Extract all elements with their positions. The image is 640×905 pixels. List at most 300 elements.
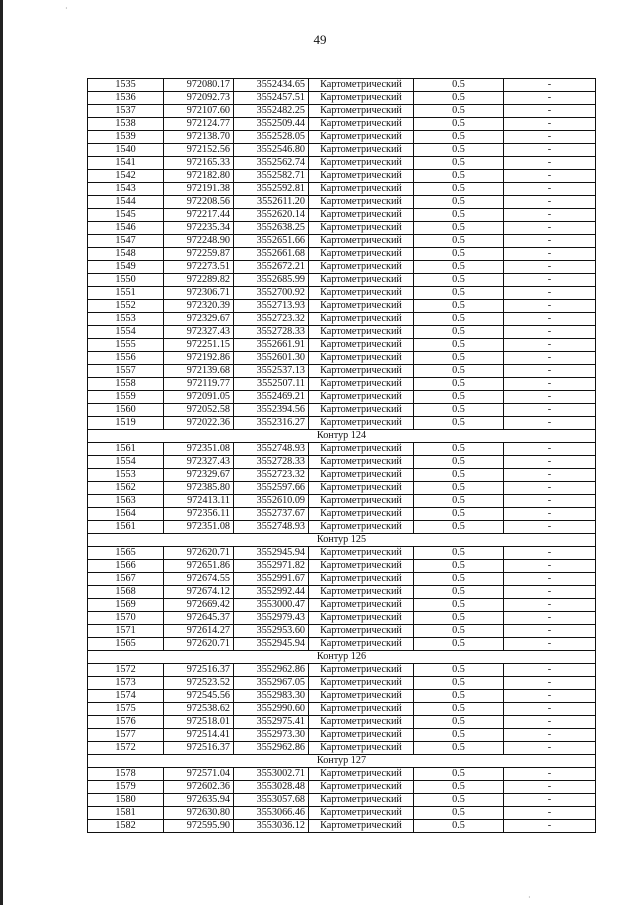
- accuracy-cell: 0.5: [414, 456, 504, 469]
- description-cell: -: [504, 404, 596, 417]
- table-row: [88, 820, 596, 833]
- description-cell: -: [504, 378, 596, 391]
- x-coordinate-cell: 972351.08: [164, 521, 234, 534]
- description-cell: -: [504, 131, 596, 144]
- description-cell: -: [504, 170, 596, 183]
- x-coordinate-cell: 972674.12: [164, 586, 234, 599]
- accuracy-cell: 0.5: [414, 742, 504, 755]
- y-coordinate-cell: 3552979.43: [234, 612, 309, 625]
- table-row: [88, 222, 596, 235]
- y-coordinate-cell: 3552661.91: [234, 339, 309, 352]
- point-number-cell: 1577: [88, 729, 164, 742]
- x-coordinate-cell: 972630.80: [164, 807, 234, 820]
- method-cell: Картометрический: [309, 677, 414, 690]
- method-cell: Картометрический: [309, 118, 414, 131]
- method-cell: Картометрический: [309, 391, 414, 404]
- y-coordinate-cell: 3552546.80: [234, 144, 309, 157]
- point-number-cell: 1543: [88, 183, 164, 196]
- method-cell: Картометрический: [309, 456, 414, 469]
- y-coordinate-cell: 3552509.44: [234, 118, 309, 131]
- x-coordinate-cell: 972635.94: [164, 794, 234, 807]
- description-cell: -: [504, 716, 596, 729]
- description-cell: -: [504, 508, 596, 521]
- description-cell: -: [504, 482, 596, 495]
- point-number-cell: 1581: [88, 807, 164, 820]
- method-cell: Картометрический: [309, 235, 414, 248]
- description-cell: -: [504, 209, 596, 222]
- x-coordinate-cell: 972092.73: [164, 92, 234, 105]
- table-row: [88, 131, 596, 144]
- table-row: [88, 144, 596, 157]
- point-number-cell: 1549: [88, 261, 164, 274]
- accuracy-cell: 0.5: [414, 820, 504, 833]
- x-coordinate-cell: 972192.86: [164, 352, 234, 365]
- description-cell: -: [504, 274, 596, 287]
- x-coordinate-cell: 972516.37: [164, 742, 234, 755]
- description-cell: -: [504, 339, 596, 352]
- table-row: [88, 690, 596, 703]
- point-number-cell: 1580: [88, 794, 164, 807]
- method-cell: Картометрический: [309, 482, 414, 495]
- description-cell: -: [504, 729, 596, 742]
- point-number-cell: 1546: [88, 222, 164, 235]
- table-row: [88, 794, 596, 807]
- description-cell: -: [504, 495, 596, 508]
- y-coordinate-cell: 3552945.94: [234, 547, 309, 560]
- x-coordinate-cell: 972182.80: [164, 170, 234, 183]
- y-coordinate-cell: 3552457.51: [234, 92, 309, 105]
- description-cell: -: [504, 313, 596, 326]
- table-row: [88, 599, 596, 612]
- point-number-cell: 1568: [88, 586, 164, 599]
- y-coordinate-cell: 3552316.27: [234, 417, 309, 430]
- coordinates-table: [87, 78, 596, 833]
- point-number-cell: 1550: [88, 274, 164, 287]
- point-number-cell: 1536: [88, 92, 164, 105]
- method-cell: Картометрический: [309, 209, 414, 222]
- table-row: [88, 586, 596, 599]
- method-cell: Картометрический: [309, 807, 414, 820]
- accuracy-cell: 0.5: [414, 586, 504, 599]
- x-coordinate-cell: 972091.05: [164, 391, 234, 404]
- x-coordinate-cell: 972022.36: [164, 417, 234, 430]
- accuracy-cell: 0.5: [414, 547, 504, 560]
- description-cell: -: [504, 79, 596, 92]
- x-coordinate-cell: 972645.37: [164, 612, 234, 625]
- description-cell: -: [504, 586, 596, 599]
- point-number-cell: 1545: [88, 209, 164, 222]
- y-coordinate-cell: 3552983.30: [234, 690, 309, 703]
- point-number-cell: 1519: [88, 417, 164, 430]
- point-number-cell: 1561: [88, 443, 164, 456]
- point-number-cell: 1565: [88, 638, 164, 651]
- x-coordinate-cell: 972356.11: [164, 508, 234, 521]
- method-cell: Картометрический: [309, 469, 414, 482]
- table-row: [88, 729, 596, 742]
- x-coordinate-cell: 972289.82: [164, 274, 234, 287]
- table-row: [88, 365, 596, 378]
- y-coordinate-cell: 3552953.60: [234, 625, 309, 638]
- table-row: [88, 508, 596, 521]
- y-coordinate-cell: 3552482.25: [234, 105, 309, 118]
- accuracy-cell: 0.5: [414, 703, 504, 716]
- contour-title: Контур 124: [88, 430, 596, 443]
- description-cell: -: [504, 144, 596, 157]
- method-cell: Картометрический: [309, 521, 414, 534]
- table-row: [88, 183, 596, 196]
- point-number-cell: 1563: [88, 495, 164, 508]
- accuracy-cell: 0.5: [414, 378, 504, 391]
- table-row: [88, 404, 596, 417]
- point-number-cell: 1574: [88, 690, 164, 703]
- x-coordinate-cell: 972518.01: [164, 716, 234, 729]
- method-cell: Картометрический: [309, 196, 414, 209]
- contour-title: Контур 126: [88, 651, 596, 664]
- method-cell: Картометрический: [309, 352, 414, 365]
- point-number-cell: 1537: [88, 105, 164, 118]
- contour-title: Контур 127: [88, 755, 596, 768]
- description-cell: -: [504, 768, 596, 781]
- table-row: [88, 196, 596, 209]
- x-coordinate-cell: 972107.60: [164, 105, 234, 118]
- method-cell: Картометрический: [309, 586, 414, 599]
- point-number-cell: 1566: [88, 560, 164, 573]
- description-cell: -: [504, 443, 596, 456]
- table-row: [88, 170, 596, 183]
- description-cell: -: [504, 183, 596, 196]
- y-coordinate-cell: 3552394.56: [234, 404, 309, 417]
- y-coordinate-cell: 3552748.93: [234, 443, 309, 456]
- y-coordinate-cell: 3552601.30: [234, 352, 309, 365]
- table-row: [88, 92, 596, 105]
- x-coordinate-cell: 972124.77: [164, 118, 234, 131]
- accuracy-cell: 0.5: [414, 287, 504, 300]
- y-coordinate-cell: 3552611.20: [234, 196, 309, 209]
- description-cell: -: [504, 235, 596, 248]
- accuracy-cell: 0.5: [414, 79, 504, 92]
- description-cell: -: [504, 664, 596, 677]
- table-row: [88, 313, 596, 326]
- x-coordinate-cell: 972251.15: [164, 339, 234, 352]
- table-row: [88, 482, 596, 495]
- table-row: [88, 664, 596, 677]
- table-row: [88, 456, 596, 469]
- x-coordinate-cell: 972191.38: [164, 183, 234, 196]
- description-cell: -: [504, 261, 596, 274]
- method-cell: Картометрический: [309, 274, 414, 287]
- method-cell: Картометрический: [309, 495, 414, 508]
- method-cell: Картометрический: [309, 768, 414, 781]
- accuracy-cell: 0.5: [414, 781, 504, 794]
- table-row: [88, 677, 596, 690]
- table-row: [88, 378, 596, 391]
- method-cell: Картометрический: [309, 144, 414, 157]
- accuracy-cell: 0.5: [414, 664, 504, 677]
- y-coordinate-cell: 3552562.74: [234, 157, 309, 170]
- accuracy-cell: 0.5: [414, 196, 504, 209]
- y-coordinate-cell: 3552723.32: [234, 469, 309, 482]
- table-row: [88, 235, 596, 248]
- x-coordinate-cell: 972385.80: [164, 482, 234, 495]
- y-coordinate-cell: 3552723.32: [234, 313, 309, 326]
- accuracy-cell: 0.5: [414, 352, 504, 365]
- y-coordinate-cell: 3552971.82: [234, 560, 309, 573]
- accuracy-cell: 0.5: [414, 677, 504, 690]
- y-coordinate-cell: 3552990.60: [234, 703, 309, 716]
- x-coordinate-cell: 972620.71: [164, 547, 234, 560]
- accuracy-cell: 0.5: [414, 612, 504, 625]
- table-row: [88, 79, 596, 92]
- point-number-cell: 1579: [88, 781, 164, 794]
- description-cell: -: [504, 417, 596, 430]
- y-coordinate-cell: 3553036.12: [234, 820, 309, 833]
- point-number-cell: 1561: [88, 521, 164, 534]
- contour-header-row: [88, 651, 596, 664]
- method-cell: Картометрический: [309, 131, 414, 144]
- table-row: [88, 742, 596, 755]
- point-number-cell: 1547: [88, 235, 164, 248]
- table-row: [88, 157, 596, 170]
- x-coordinate-cell: 972165.33: [164, 157, 234, 170]
- scan-speck: ·: [65, 4, 68, 13]
- accuracy-cell: 0.5: [414, 235, 504, 248]
- table-row: [88, 443, 596, 456]
- x-coordinate-cell: 972320.39: [164, 300, 234, 313]
- y-coordinate-cell: 3552469.21: [234, 391, 309, 404]
- table-row: [88, 261, 596, 274]
- point-number-cell: 1557: [88, 365, 164, 378]
- method-cell: Картометрический: [309, 664, 414, 677]
- description-cell: -: [504, 105, 596, 118]
- contour-header-row: [88, 534, 596, 547]
- point-number-cell: 1555: [88, 339, 164, 352]
- table-row: [88, 300, 596, 313]
- accuracy-cell: 0.5: [414, 248, 504, 261]
- description-cell: -: [504, 794, 596, 807]
- method-cell: Картометрический: [309, 79, 414, 92]
- point-number-cell: 1559: [88, 391, 164, 404]
- accuracy-cell: 0.5: [414, 118, 504, 131]
- table-row: [88, 352, 596, 365]
- y-coordinate-cell: 3552967.05: [234, 677, 309, 690]
- point-number-cell: 1551: [88, 287, 164, 300]
- point-number-cell: 1541: [88, 157, 164, 170]
- accuracy-cell: 0.5: [414, 391, 504, 404]
- y-coordinate-cell: 3552728.33: [234, 326, 309, 339]
- y-coordinate-cell: 3552537.13: [234, 365, 309, 378]
- x-coordinate-cell: 972080.17: [164, 79, 234, 92]
- description-cell: -: [504, 92, 596, 105]
- description-cell: -: [504, 521, 596, 534]
- table-row: [88, 716, 596, 729]
- accuracy-cell: 0.5: [414, 599, 504, 612]
- y-coordinate-cell: 3552975.41: [234, 716, 309, 729]
- point-number-cell: 1544: [88, 196, 164, 209]
- y-coordinate-cell: 3552651.66: [234, 235, 309, 248]
- point-number-cell: 1576: [88, 716, 164, 729]
- method-cell: Картометрический: [309, 716, 414, 729]
- accuracy-cell: 0.5: [414, 209, 504, 222]
- method-cell: Картометрический: [309, 508, 414, 521]
- x-coordinate-cell: 972602.36: [164, 781, 234, 794]
- x-coordinate-cell: 972514.41: [164, 729, 234, 742]
- point-number-cell: 1553: [88, 469, 164, 482]
- table-row: [88, 495, 596, 508]
- method-cell: Картометрический: [309, 326, 414, 339]
- point-number-cell: 1575: [88, 703, 164, 716]
- x-coordinate-cell: 972152.56: [164, 144, 234, 157]
- method-cell: Картометрический: [309, 313, 414, 326]
- x-coordinate-cell: 972208.56: [164, 196, 234, 209]
- point-number-cell: 1582: [88, 820, 164, 833]
- x-coordinate-cell: 972217.44: [164, 209, 234, 222]
- accuracy-cell: 0.5: [414, 92, 504, 105]
- description-cell: -: [504, 157, 596, 170]
- table-row: [88, 248, 596, 261]
- description-cell: -: [504, 742, 596, 755]
- point-number-cell: 1564: [88, 508, 164, 521]
- accuracy-cell: 0.5: [414, 638, 504, 651]
- method-cell: Картометрический: [309, 287, 414, 300]
- table-row: [88, 547, 596, 560]
- point-number-cell: 1554: [88, 326, 164, 339]
- point-number-cell: 1542: [88, 170, 164, 183]
- point-number-cell: 1571: [88, 625, 164, 638]
- table-row: [88, 768, 596, 781]
- method-cell: Картометрический: [309, 794, 414, 807]
- description-cell: -: [504, 456, 596, 469]
- description-cell: -: [504, 690, 596, 703]
- method-cell: Картометрический: [309, 547, 414, 560]
- y-coordinate-cell: 3552597.66: [234, 482, 309, 495]
- point-number-cell: 1573: [88, 677, 164, 690]
- y-coordinate-cell: 3552638.25: [234, 222, 309, 235]
- x-coordinate-cell: 972327.43: [164, 326, 234, 339]
- method-cell: Картометрический: [309, 742, 414, 755]
- description-cell: -: [504, 352, 596, 365]
- description-cell: -: [504, 573, 596, 586]
- method-cell: Картометрический: [309, 638, 414, 651]
- accuracy-cell: 0.5: [414, 170, 504, 183]
- scan-speck: ·: [528, 893, 531, 902]
- method-cell: Картометрический: [309, 417, 414, 430]
- point-number-cell: 1554: [88, 456, 164, 469]
- y-coordinate-cell: 3552973.30: [234, 729, 309, 742]
- y-coordinate-cell: 3552661.68: [234, 248, 309, 261]
- accuracy-cell: 0.5: [414, 157, 504, 170]
- scan-left-edge: [0, 0, 3, 905]
- y-coordinate-cell: 3553028.48: [234, 781, 309, 794]
- y-coordinate-cell: 3552962.86: [234, 742, 309, 755]
- y-coordinate-cell: 3552728.33: [234, 456, 309, 469]
- y-coordinate-cell: 3553057.68: [234, 794, 309, 807]
- description-cell: -: [504, 196, 596, 209]
- x-coordinate-cell: 972248.90: [164, 235, 234, 248]
- accuracy-cell: 0.5: [414, 716, 504, 729]
- description-cell: -: [504, 820, 596, 833]
- y-coordinate-cell: 3552582.71: [234, 170, 309, 183]
- x-coordinate-cell: 972674.55: [164, 573, 234, 586]
- table-row: [88, 807, 596, 820]
- point-number-cell: 1578: [88, 768, 164, 781]
- accuracy-cell: 0.5: [414, 625, 504, 638]
- method-cell: Картометрический: [309, 365, 414, 378]
- method-cell: Картометрический: [309, 378, 414, 391]
- table-row: [88, 417, 596, 430]
- description-cell: -: [504, 677, 596, 690]
- accuracy-cell: 0.5: [414, 807, 504, 820]
- x-coordinate-cell: 972119.77: [164, 378, 234, 391]
- y-coordinate-cell: 3552620.14: [234, 209, 309, 222]
- accuracy-cell: 0.5: [414, 495, 504, 508]
- description-cell: -: [504, 365, 596, 378]
- x-coordinate-cell: 972235.34: [164, 222, 234, 235]
- accuracy-cell: 0.5: [414, 573, 504, 586]
- table-row: [88, 625, 596, 638]
- y-coordinate-cell: 3552685.99: [234, 274, 309, 287]
- point-number-cell: 1565: [88, 547, 164, 560]
- point-number-cell: 1535: [88, 79, 164, 92]
- description-cell: -: [504, 222, 596, 235]
- x-coordinate-cell: 972351.08: [164, 443, 234, 456]
- y-coordinate-cell: 3552434.65: [234, 79, 309, 92]
- method-cell: Картометрический: [309, 781, 414, 794]
- point-number-cell: 1539: [88, 131, 164, 144]
- x-coordinate-cell: 972413.11: [164, 495, 234, 508]
- description-cell: -: [504, 248, 596, 261]
- contour-header-row: [88, 755, 596, 768]
- method-cell: Картометрический: [309, 92, 414, 105]
- accuracy-cell: 0.5: [414, 729, 504, 742]
- x-coordinate-cell: 972545.56: [164, 690, 234, 703]
- method-cell: Картометрический: [309, 300, 414, 313]
- method-cell: Картометрический: [309, 729, 414, 742]
- point-number-cell: 1538: [88, 118, 164, 131]
- method-cell: Картометрический: [309, 339, 414, 352]
- method-cell: Картометрический: [309, 599, 414, 612]
- table-row: [88, 560, 596, 573]
- description-cell: -: [504, 781, 596, 794]
- point-number-cell: 1558: [88, 378, 164, 391]
- x-coordinate-cell: 972538.62: [164, 703, 234, 716]
- method-cell: Картометрический: [309, 261, 414, 274]
- point-number-cell: 1560: [88, 404, 164, 417]
- point-number-cell: 1556: [88, 352, 164, 365]
- description-cell: -: [504, 118, 596, 131]
- point-number-cell: 1572: [88, 742, 164, 755]
- method-cell: Картометрический: [309, 625, 414, 638]
- table-row: [88, 391, 596, 404]
- y-coordinate-cell: 3552672.21: [234, 261, 309, 274]
- x-coordinate-cell: 972620.71: [164, 638, 234, 651]
- x-coordinate-cell: 972595.90: [164, 820, 234, 833]
- y-coordinate-cell: 3552992.44: [234, 586, 309, 599]
- accuracy-cell: 0.5: [414, 690, 504, 703]
- contour-header-row: [88, 430, 596, 443]
- x-coordinate-cell: 972651.86: [164, 560, 234, 573]
- accuracy-cell: 0.5: [414, 521, 504, 534]
- method-cell: Картометрический: [309, 612, 414, 625]
- method-cell: Картометрический: [309, 183, 414, 196]
- point-number-cell: 1548: [88, 248, 164, 261]
- accuracy-cell: 0.5: [414, 222, 504, 235]
- x-coordinate-cell: 972614.27: [164, 625, 234, 638]
- table-row: [88, 703, 596, 716]
- y-coordinate-cell: 3552713.93: [234, 300, 309, 313]
- accuracy-cell: 0.5: [414, 768, 504, 781]
- y-coordinate-cell: 3552748.93: [234, 521, 309, 534]
- table-row: [88, 521, 596, 534]
